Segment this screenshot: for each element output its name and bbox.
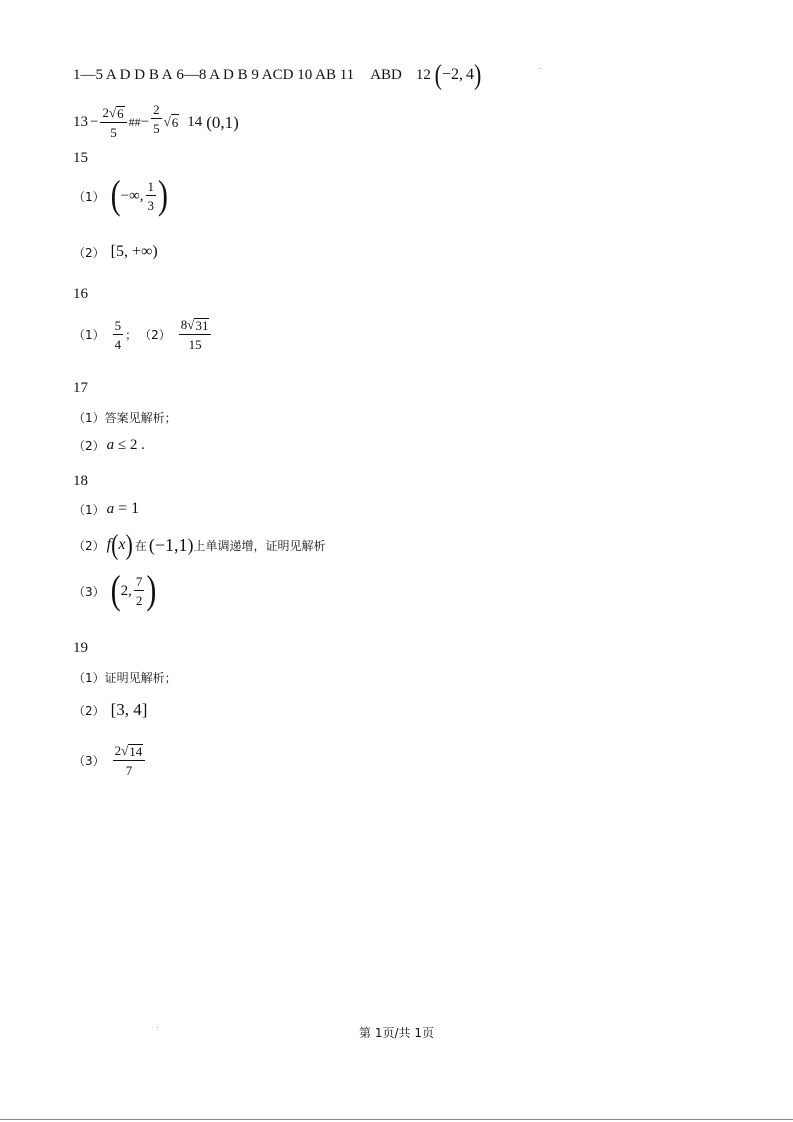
answers-6-8: 6—8 A D B — [176, 66, 248, 83]
answer-15-p1-right: ) — [158, 173, 169, 218]
answer-16-p1-label: （1） — [73, 328, 105, 342]
answer-19-p3-label: （3） — [73, 754, 105, 768]
answer-16 — [73, 318, 213, 351]
answer-18-paren-left: ( — [111, 528, 119, 561]
answer-18-part-2 — [73, 528, 326, 561]
answer-19-part-3 — [73, 744, 147, 777]
answer-18-part-3 — [73, 568, 157, 613]
answer-15-p1-a: −∞, — [120, 187, 144, 204]
answer-18-p3-num: 7 — [135, 574, 143, 589]
answer-13-hash: ## — [128, 115, 141, 129]
answer-19-p3-coef: 2 — [114, 743, 122, 758]
bottom-divider — [0, 1119, 793, 1120]
answer-13-frac2-den: 5 — [153, 120, 160, 136]
answer-13-number: 13 — [73, 114, 88, 130]
answer-19-part-2 — [73, 700, 147, 720]
answer-18-paren-right: ) — [125, 528, 133, 561]
answer-15-p2-value: [5, +∞) — [110, 243, 158, 260]
answer-10: 10 AB — [297, 66, 336, 83]
answer-18-p2-interval: (−1,1) — [148, 534, 194, 555]
question-18-number: 18 — [73, 473, 88, 489]
answer-16-p1-den: 4 — [114, 336, 122, 352]
answer-row-1-12 — [73, 58, 482, 91]
answer-16-p1-fraction — [113, 319, 124, 351]
answer-13-neg2: − — [140, 114, 150, 130]
answer-18-p3-right: ) — [146, 568, 157, 613]
answer-9: 9 ACD — [251, 66, 294, 83]
answer-16-sep: ； — [125, 328, 138, 342]
answer-13-frac2-num: 2 — [153, 101, 160, 117]
answer-18-p3-fraction — [134, 575, 145, 607]
answer-13-fraction-2 — [151, 103, 162, 135]
answer-18-p2-label: （2） — [73, 538, 105, 553]
answer-11-value: ABD — [370, 66, 402, 83]
answer-12-left-paren: ( — [434, 58, 442, 91]
answer-19-p2-label: （2） — [73, 703, 105, 718]
answer-15-part-2 — [73, 243, 158, 261]
answer-17-p2-var: a — [106, 437, 115, 453]
question-17-number: 17 — [73, 380, 88, 396]
answer-15-part-1 — [73, 173, 169, 218]
sqrt-symbol-16: √ 31 — [187, 317, 209, 333]
answer-13-fraction — [100, 106, 126, 139]
answer-15-p1-label: （1） — [73, 189, 105, 204]
answer-18-p1-var: a — [106, 500, 115, 517]
answer-18-p2-x: x — [118, 536, 126, 553]
answer-17-part-1: （1）答案见解析； — [73, 411, 177, 425]
question-15-number: 15 — [73, 150, 88, 166]
question-16-number: 16 — [73, 286, 88, 302]
answer-18-p2-in: 在 — [134, 538, 147, 553]
answer-16-p1-num: 5 — [114, 317, 122, 333]
answer-15-p1-fraction — [146, 180, 157, 212]
answer-18-p3-left: ( — [110, 568, 121, 613]
answer-17-part-2 — [73, 437, 145, 454]
sqrt-symbol-2: √ 6 — [163, 114, 179, 130]
answer-11-number: 11 — [339, 66, 355, 83]
question-19-number: 19 — [73, 640, 88, 656]
answer-15-p2-label: （2） — [73, 245, 105, 260]
answer-17-p2-label: （2） — [73, 439, 105, 453]
speck — [539, 68, 540, 69]
answer-14-value: (0,1) — [206, 112, 239, 132]
answer-15-p1-den: 3 — [147, 198, 155, 213]
answer-16-p2-label: （2） — [139, 328, 171, 342]
answer-16-p2-radicand: 31 — [195, 318, 209, 333]
sqrt-symbol-19: √ 14 — [121, 743, 143, 759]
answer-18-p3-label: （3） — [73, 584, 105, 599]
answer-16-p2-den: 15 — [188, 337, 202, 352]
answer-18-p2-rest: 上单调递增，证明见解析 — [193, 538, 326, 553]
answer-18-p1-rest: = 1 — [114, 500, 140, 517]
answer-13-radicand: 6 — [117, 106, 124, 121]
answer-12-v1: −2 — [441, 66, 459, 83]
answer-15-p1-left: ( — [110, 173, 121, 218]
answer-18-part-1 — [73, 500, 139, 518]
answer-15-p1-num: 1 — [147, 179, 155, 194]
answer-13-den: 5 — [110, 125, 117, 140]
answer-19-p3-den: 7 — [125, 763, 133, 778]
answer-19-p2-value: [3, 4] — [110, 700, 148, 719]
answer-14-number: 14 — [187, 114, 203, 130]
answer-16-p2-fraction — [179, 318, 212, 351]
answer-12-sep: , — [458, 66, 463, 83]
answer-12-number: 12 — [415, 66, 431, 83]
answer-13-neg: − — [90, 114, 99, 130]
answer-12-right-paren: ) — [473, 58, 482, 91]
answer-18-p1-label: （1） — [73, 502, 105, 517]
answers-1-5: 1—5 A D D B A — [73, 66, 173, 83]
answer-13-radicand-2: 6 — [171, 115, 179, 130]
answer-19-p3-fraction — [113, 744, 146, 777]
page-footer: 第 1页/共 1页 — [359, 1026, 434, 1040]
answer-12-v2: 4 — [465, 66, 474, 83]
answer-19-part-1: （1）证明见解析； — [73, 671, 177, 685]
answer-row-13-14 — [73, 101, 239, 140]
answer-16-p2-coef: 8 — [180, 317, 188, 332]
answer-17-p2-rest: ≤ 2 . — [114, 437, 145, 453]
answer-18-p3-den: 2 — [135, 593, 143, 608]
answer-18-p3-a: 2, — [120, 582, 132, 599]
answer-19-p3-radicand: 14 — [129, 744, 143, 759]
answer-18-p2-f: f — [106, 536, 112, 553]
answer-13-coef: 2 — [102, 105, 109, 120]
sqrt-symbol: √ 6 — [108, 105, 124, 121]
